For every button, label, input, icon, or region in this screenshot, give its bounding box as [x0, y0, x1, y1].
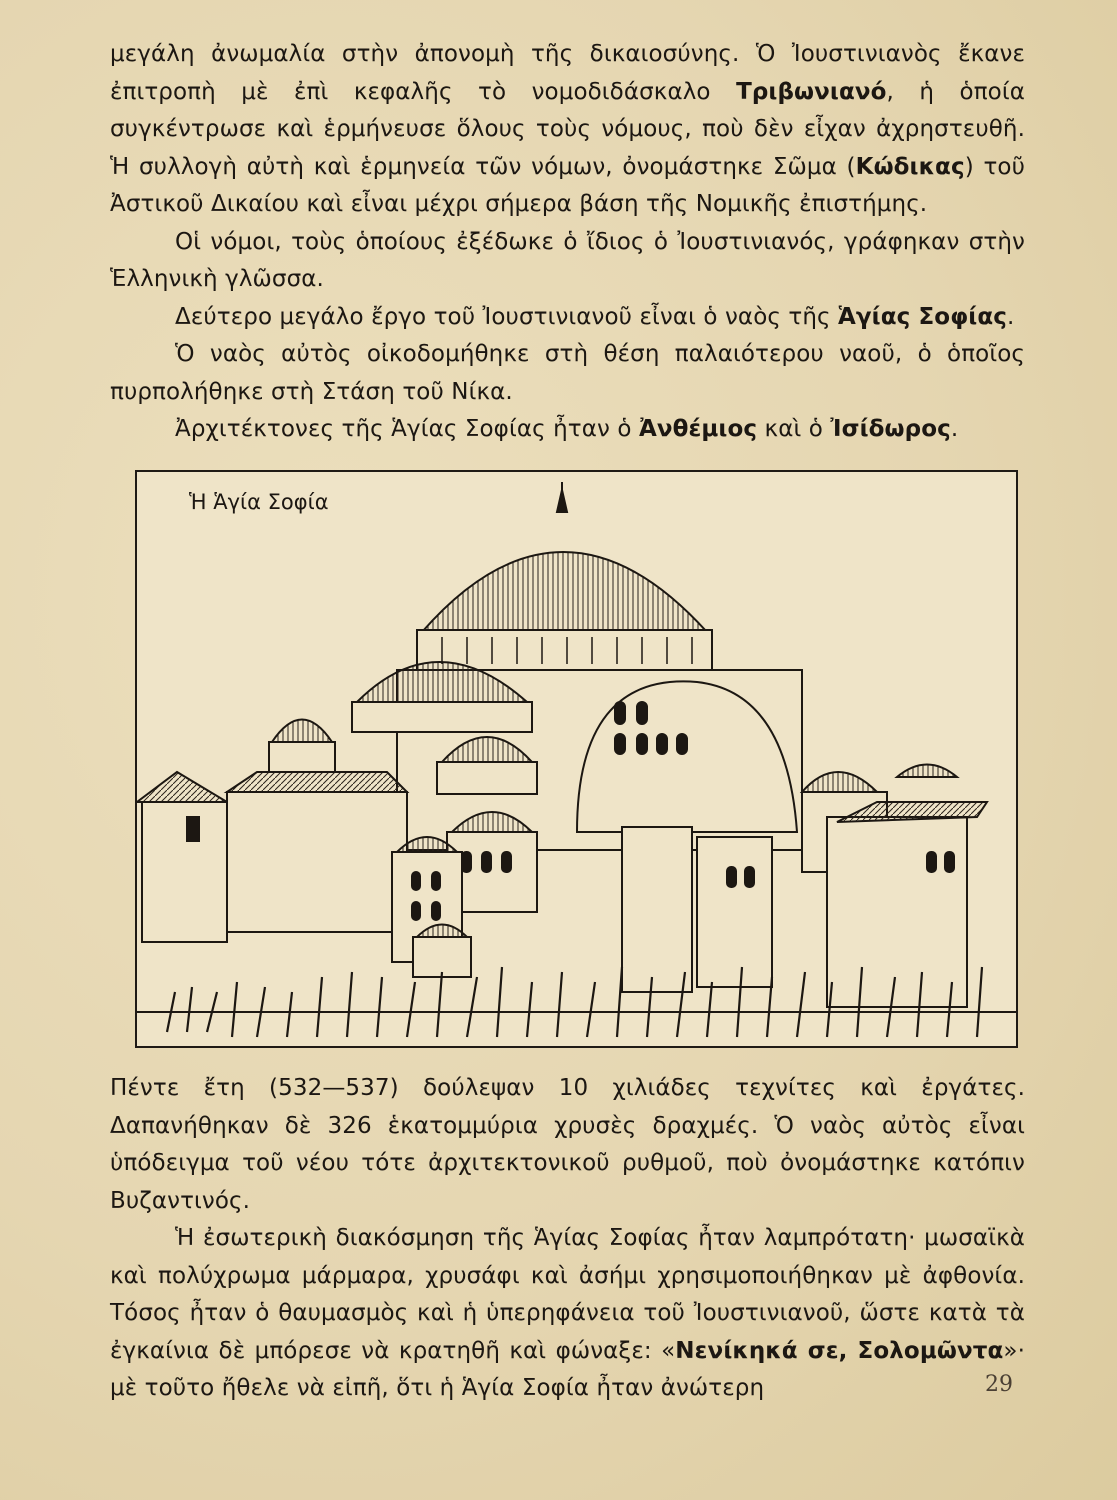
paragraph-text: , ἡ ὁποία συγκέντρωσε καὶ ἑρμήνευσε ὅλους τοὺς νόμους, ποὺ δὲν εἶχαν ἀχρηστευθῆ. Ἡ συλλογὴ αὐτὴ καὶ ἑρμηνεία τῶν νόμων, ὀνομάστηκε Σῶμα (: [110, 78, 1025, 180]
paragraph-laws-language: Οἱ νόμοι, τοὺς ὁποίους ἐξέδωκε ὁ ἴδιος ὁ Ἰουστινιανός, γράφηκαν στὴν Ἑλληνικὴ γλῶσσα.: [110, 228, 1025, 292]
paragraph-text: Ἡ ἐσωτερικὴ διακόσμηση τῆς Ἁγίας Σοφίας ἦταν λαμπρότατη· μωσαϊκὰ καὶ πολύχρωμα μάρμαρα, χρυσάφι καὶ ἀσήμι χρησιμοποιήθηκαν μὲ ἀφθονία. Τόσος ἦταν ὁ θαυμασμὸς καὶ ἡ ὑπερηφάνεια τοῦ Ἰουστινιανοῦ, ὥστε κατὰ τὰ ἐγκαίνια δὲ μπόρεσε νὰ κρατηθῆ καὶ φώναξε: «: [110, 1225, 1025, 1364]
paragraph-text: .: [950, 416, 959, 442]
bold-term-codex: Κώδικας: [855, 153, 965, 180]
bold-term-tribonian: Τριβωνιανό: [736, 78, 887, 105]
paragraph-text: ) τοῦ Ἀστικοῦ Δικαίου καὶ εἶναι μέχρι σήμερα βάση τῆς Νομικῆς ἐπιστήμης.: [110, 153, 1025, 217]
paragraph-second-work: [110, 299, 1025, 337]
paragraph-decoration: [110, 1220, 1025, 1408]
bottom-text-block: [110, 1070, 1025, 1408]
paragraph-temple-site: Ὁ ναὸς αὐτὸς οἰκοδομήθηκε στὴ θέση παλαιότερου ναοῦ, ὁ ὁποῖος πυρπολήθηκε στὴ Στάση τοῦ Νίκα.: [110, 341, 1025, 405]
paragraph-codex: [110, 36, 1025, 224]
paragraph-text: Ἀρχιτέκτονες τῆς Ἁγίας Σοφίας ἦταν ὁ: [175, 416, 639, 442]
bold-quote-solomon: Νενίκηκά σε, Σολομῶντα: [675, 1337, 1004, 1364]
top-text-block: [110, 36, 1025, 449]
paragraph-text: .: [1007, 303, 1015, 330]
hagia-sophia-drawing: [137, 472, 1016, 1046]
hagia-sophia-illustration: [135, 470, 1018, 1048]
paragraph-architects: [110, 411, 1025, 449]
page-number: 29: [985, 1372, 1013, 1397]
figure-caption: Ἡ Ἁγία Σοφία: [189, 490, 329, 514]
paragraph-text: Δεύτερο μεγάλο ἔργο τοῦ Ἰουστινιανοῦ εἶναι ὁ ναὸς τῆς: [175, 303, 839, 330]
paragraph-construction: Πέντε ἔτη (532—537) δούλεψαν 10 χιλιάδες τεχνίτες καὶ ἐργάτες. Δαπανήθηκαν δὲ 326 ἑκατομμύρια χρυσὲς δραχμές. Ὁ ναὸς αὐτὸς εἶναι ὑπόδειγμα τοῦ νέου τότε ἀρχιτεκτονικοῦ ρυθμοῦ, ποὺ ὀνομάστηκε κατόπιν Βυζαντινός.: [110, 1075, 1025, 1214]
paragraph-text: μεγάλη ἀνωμαλία στὴν ἀπονομὴ τῆς δικαιοσύνης. Ὁ Ἰουστινιανὸς ἔκανε ἐπιτροπὴ μὲ ἐπὶ κεφαλῆς τὸ νομοδιδάσκαλο: [110, 41, 1025, 105]
bold-term-anthemius: Ἀνθέμιος: [638, 416, 758, 442]
paragraph-text: »· μὲ τοῦτο ἤθελε νὰ εἰπῆ, ὅτι ἡ Ἁγία Σοφία ἦταν ἀνώτερη: [110, 1337, 1025, 1401]
bold-term-isidore: Ἰσίδωρος: [830, 416, 951, 442]
bold-term-hagia-sophia: Ἁγίας Σοφίας: [838, 303, 1007, 330]
paragraph-text: καὶ ὁ: [757, 416, 831, 442]
